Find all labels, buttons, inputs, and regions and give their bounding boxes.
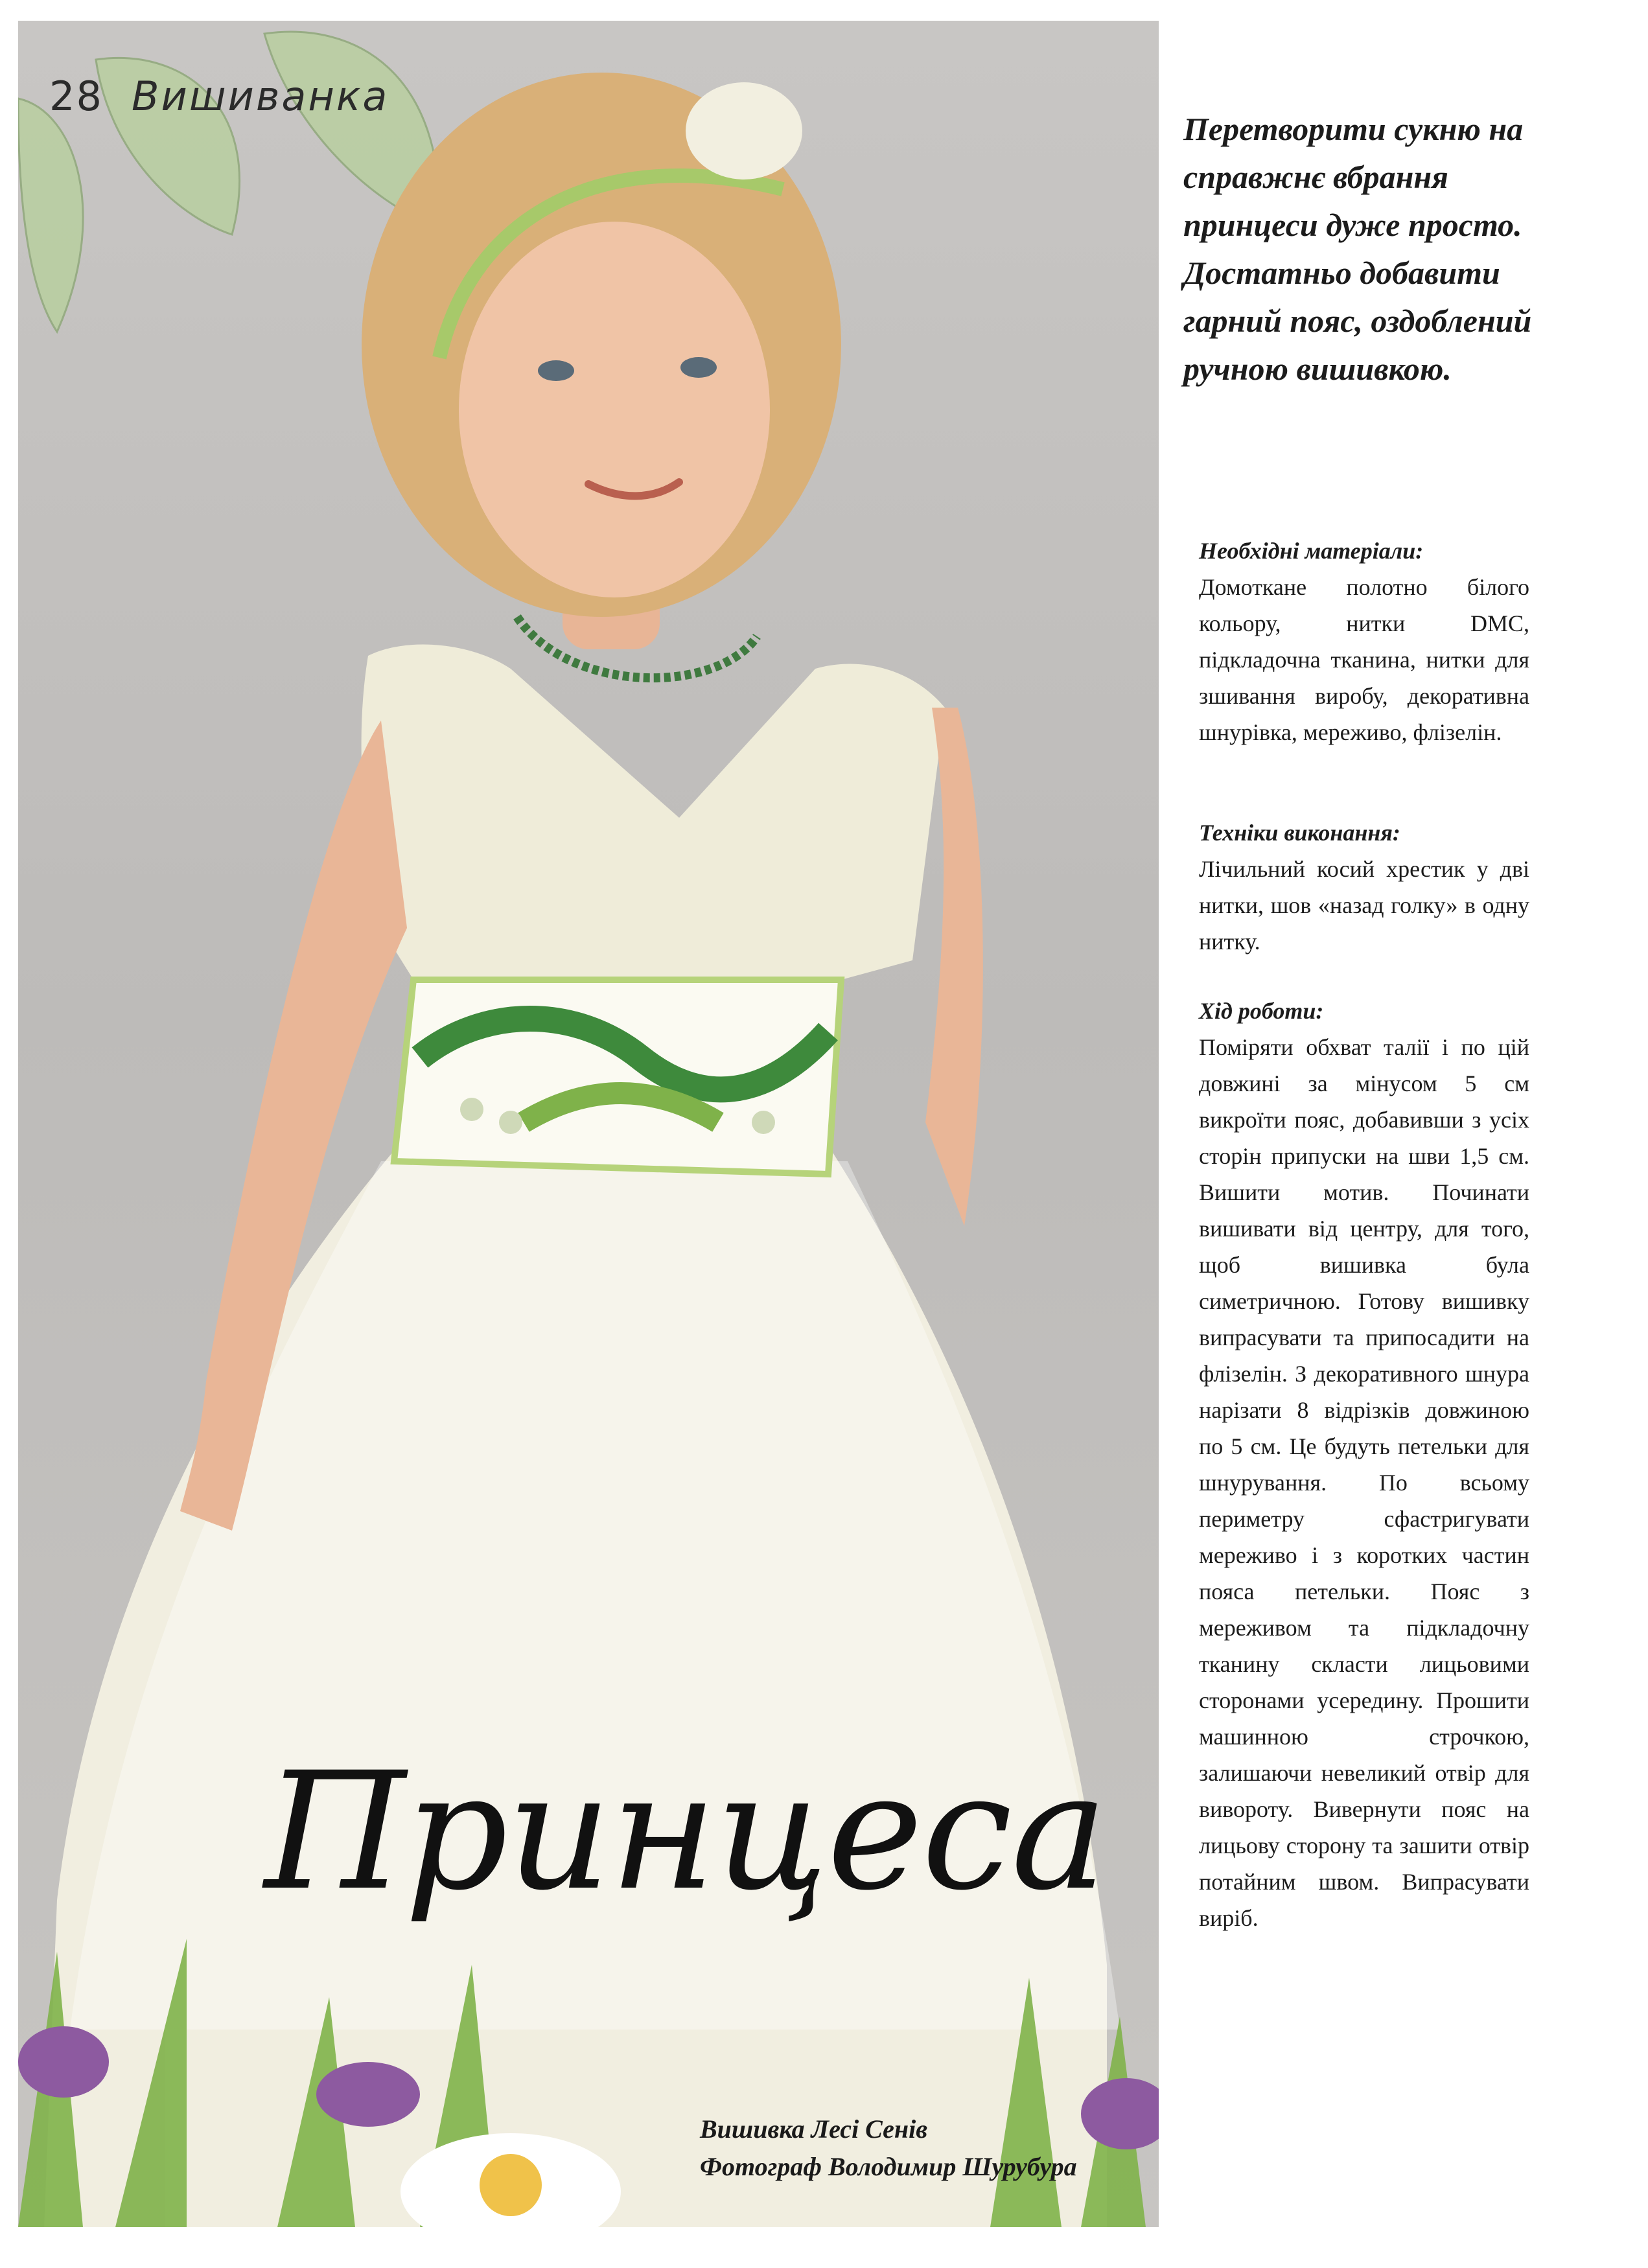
techniques-text: Лічильний косий хрестик у дві нитки, шов «назад голку» в одну нитку. bbox=[1199, 856, 1529, 955]
materials-section bbox=[1199, 533, 1529, 750]
hair-flower bbox=[686, 82, 802, 179]
intro-paragraph: Перетворити сукню на справжнє вбрання принцеси дуже просто. Достатньо добавити гарний пояс, оздоблений ручною вишивкою. bbox=[1183, 111, 1532, 387]
right-eye bbox=[680, 357, 717, 378]
page-bottom-margin bbox=[0, 2227, 1648, 2268]
article-title: Принцеса bbox=[264, 1737, 1107, 1926]
materials-text: Домоткане полотно білого кольору, нитки DMC, підкладочна тканина, нитки для зшивання виробу, декоративна шнурівка, мереживо, флізелін. bbox=[1199, 574, 1529, 745]
work-heading: Хід роботи: bbox=[1199, 998, 1324, 1024]
work-section bbox=[1199, 993, 1529, 1936]
text-column bbox=[1166, 21, 1620, 2227]
dress-bodice bbox=[362, 645, 945, 980]
credits bbox=[700, 2111, 1077, 2186]
techniques-heading: Техніки виконання: bbox=[1199, 820, 1400, 846]
section-name: Вишиванка bbox=[132, 73, 389, 120]
credit-photographer: Фотограф Володимир Шурубура bbox=[700, 2152, 1077, 2181]
techniques-section bbox=[1199, 815, 1529, 960]
credit-embroidery: Вишивка Лесі Сенів bbox=[700, 2114, 928, 2144]
materials-heading: Необхідні матеріали: bbox=[1199, 538, 1424, 564]
page-number: 28 bbox=[49, 73, 103, 120]
work-text: Поміряти обхват талії і по цій довжині за мінусом 5 см викроїти пояс, добавивши з усіх сторін припуски на шви 1,5 см. Вишити мотив. Починати вишивати від центру, для того, щоб вишивка була симетричною. Готову вишивку випрасувати та припосадити на флізелін. З декоративного шнура нарізати 8 відрізків довжиною по 5 см. Це будуть петельки для шнурування. По всьому периметру сфастригувати мереживо і з коротких частин пояса петельки. Пояс з мереживом та підкладочну тканину скласти лицьовими сторонами усередину. Прошити машинною строчкою, залишаючи невеликий отвір для вивороту. Вивернути пояс на лицьову сторону та зашити отвір потайним швом. Випрасувати виріб. bbox=[1199, 1034, 1529, 1931]
face bbox=[459, 222, 770, 597]
left-eye bbox=[538, 360, 574, 381]
photo-panel bbox=[18, 21, 1159, 2227]
embroidered-belt bbox=[394, 980, 841, 1174]
